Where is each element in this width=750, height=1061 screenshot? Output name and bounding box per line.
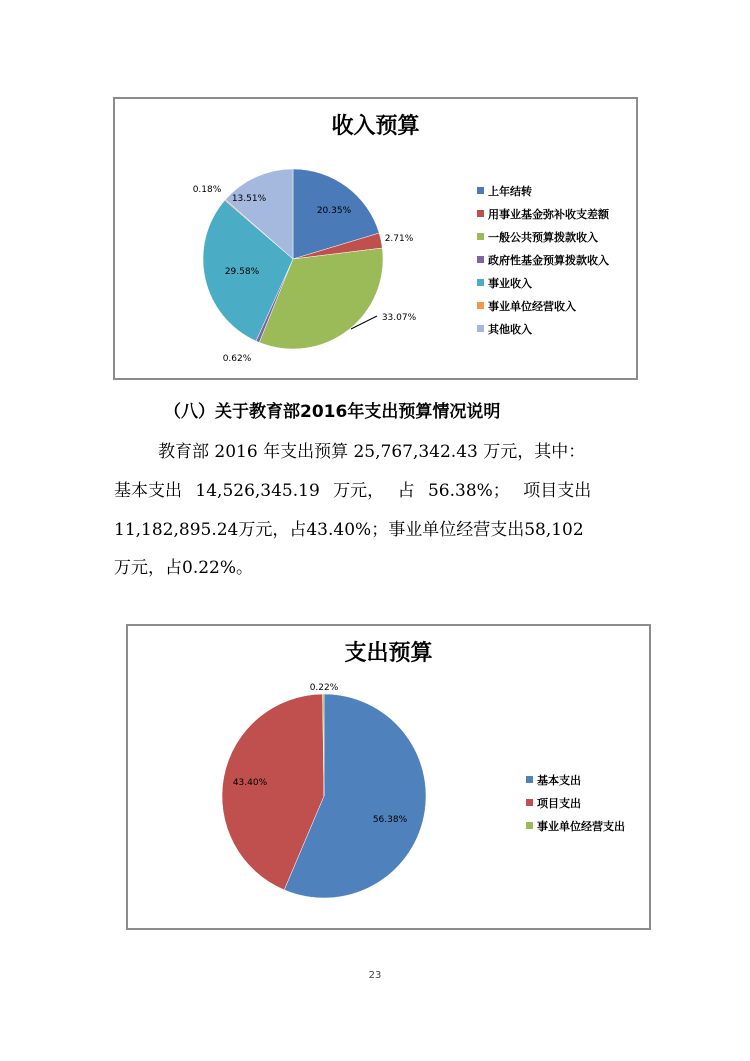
legend-item-2 (477, 225, 609, 248)
legend-label-6: 其他收入 (488, 322, 532, 336)
legend-swatch-2 (526, 822, 533, 829)
data-label-0: 56.38% (372, 815, 408, 825)
legend-item-2 (526, 814, 625, 837)
legend-label-1: 用事业基金弥补收支差额 (488, 207, 609, 221)
legend-label-3: 政府性基金预算拨款收入 (488, 253, 609, 267)
legend-swatch-6 (477, 325, 484, 332)
legend-label-2: 一般公共预算拨款收入 (488, 230, 598, 244)
legend-label-0: 基本支出 (537, 773, 581, 787)
data-label-3: 0.62% (222, 354, 252, 364)
income-budget-chart (113, 97, 638, 380)
legend-item-1 (526, 791, 625, 814)
paragraph-line-4: 万元，占0.22%。 (114, 558, 254, 578)
paragraph-line-2: 基本支出 14,526,345.19 万元， 占 56.38%； 项目支出 (114, 481, 592, 501)
legend-label-1: 项目支出 (537, 796, 581, 810)
income-chart-title: 收入预算 (331, 114, 420, 139)
legend-item-5 (477, 294, 609, 317)
paragraph-line-3: 11,182,895.24万元，占43.40%；事业单位经营支出58,102 (114, 520, 584, 540)
legend-label-0: 上年结转 (488, 184, 532, 198)
paragraph-line-1: 教育部 2016 年支出预算 25,767,342.43 万元，其中： (158, 442, 586, 462)
legend-label-4: 事业收入 (488, 276, 532, 290)
legend-label-2: 事业单位经营支出 (537, 819, 625, 833)
legend-swatch-0 (526, 776, 533, 783)
data-label-4: 29.58% (224, 267, 260, 277)
page-number: 23 (368, 970, 382, 981)
data-label-2: 33.07% (381, 313, 417, 323)
section-heading: （八）关于教育部2016年支出预算情况说明 (164, 402, 501, 422)
legend-swatch-5 (477, 302, 484, 309)
legend-swatch-3 (477, 256, 484, 263)
legend-item-4 (477, 271, 609, 294)
expenditure-chart-title: 支出预算 (344, 641, 433, 666)
expenditure-legend (526, 768, 625, 837)
expenditure-pie (128, 626, 523, 932)
expenditure-budget-chart (126, 624, 651, 930)
legend-swatch-1 (526, 799, 533, 806)
data-label-6: 13.51% (231, 194, 267, 204)
income-pie (115, 99, 475, 382)
legend-swatch-1 (477, 210, 484, 217)
legend-item-6 (477, 317, 609, 340)
legend-item-0 (526, 768, 625, 791)
data-label-5: 0.18% (192, 185, 222, 195)
legend-swatch-2 (477, 233, 484, 240)
legend-swatch-0 (477, 187, 484, 194)
data-label-2: 0.22% (309, 683, 339, 693)
data-label-0: 20.35% (316, 206, 352, 216)
data-label-1: 43.40% (232, 778, 268, 788)
legend-item-3 (477, 248, 609, 271)
legend-item-0 (477, 179, 609, 202)
legend-swatch-4 (477, 279, 484, 286)
income-legend (477, 179, 609, 340)
data-label-1: 2.71% (384, 234, 414, 244)
legend-label-5: 事业单位经营收入 (488, 299, 576, 313)
legend-item-1 (477, 202, 609, 225)
